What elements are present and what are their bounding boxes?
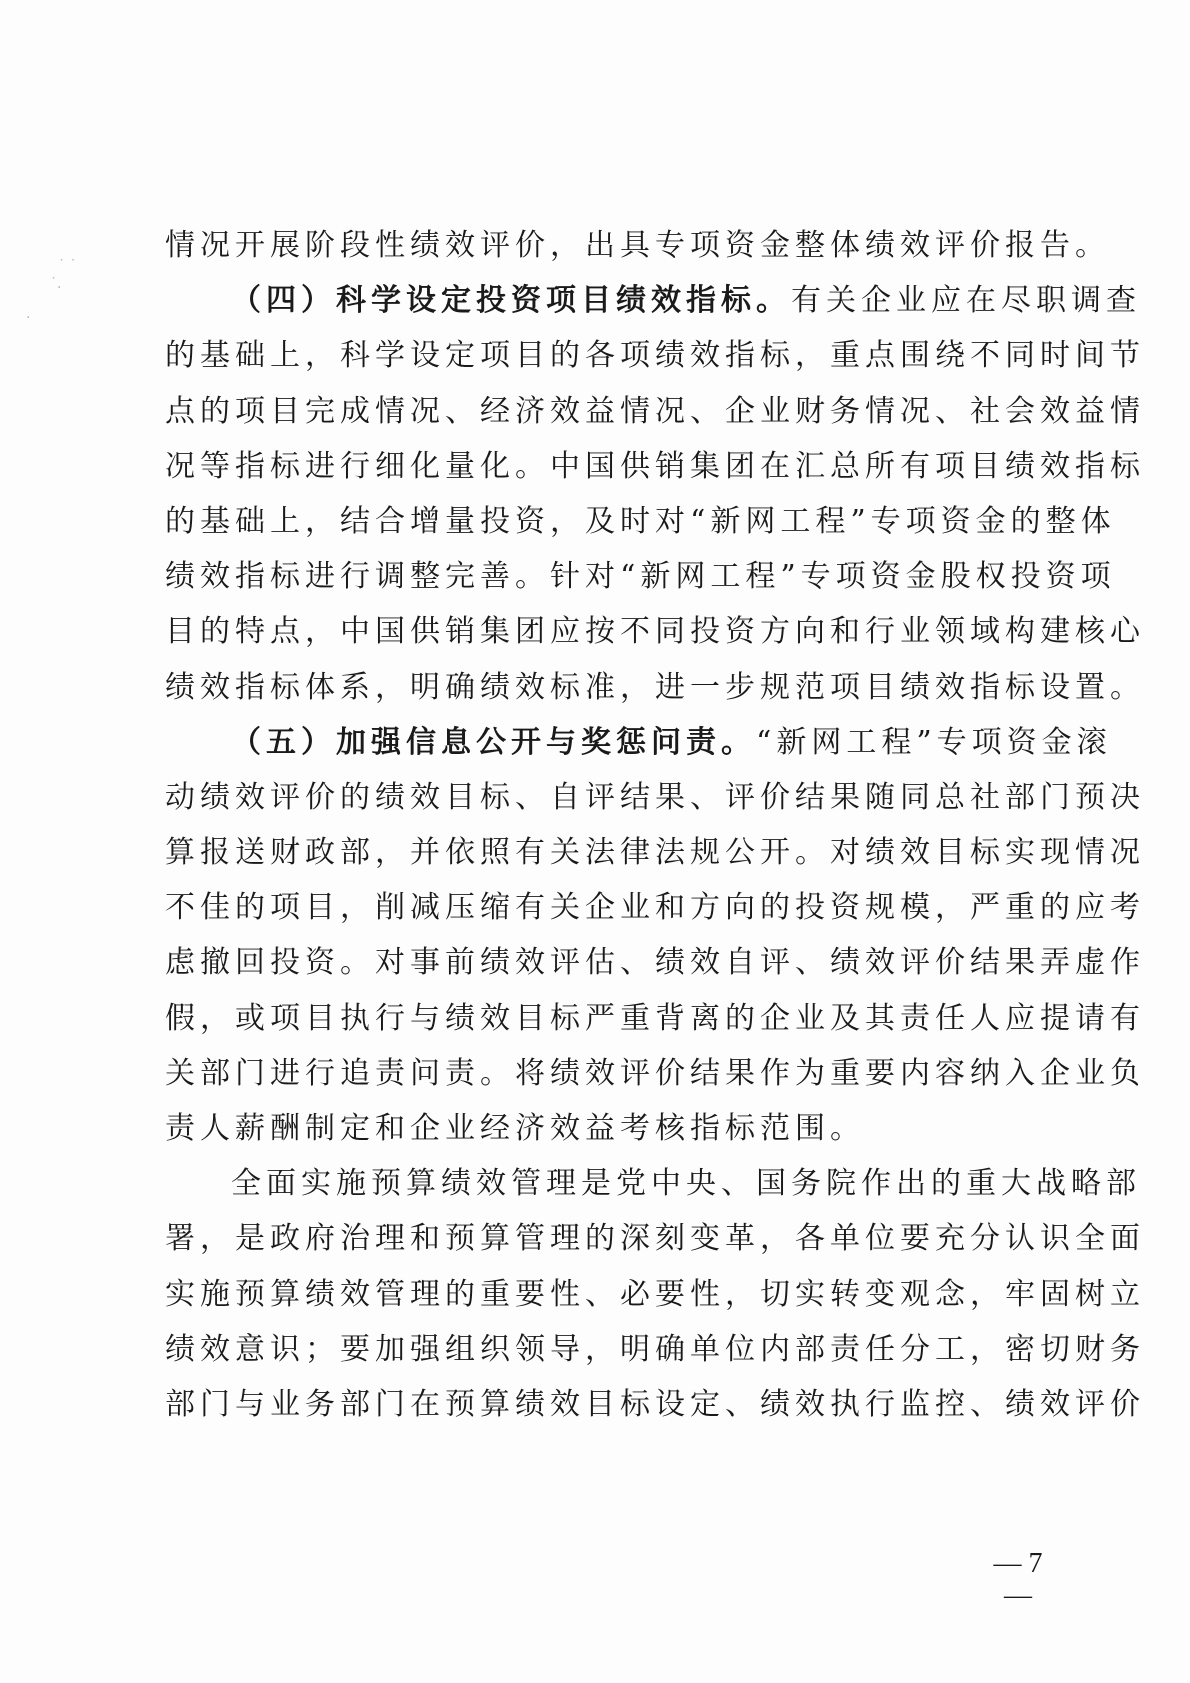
text-line bbox=[165, 715, 1112, 770]
text-line: 绩效指标进行调整完善。针对“新网工程”专项资金股权投资项 bbox=[165, 559, 1116, 595]
text-line: 的基础上，结合增量投资，及时对“新网工程”专项资金的整体 bbox=[165, 503, 1116, 539]
text-line bbox=[165, 273, 1141, 328]
text-line: 绩效指标体系，明确绩效标准，进一步规范项目绩效指标设置。 bbox=[165, 669, 1145, 705]
text-line: 部门与业务部门在预算绩效目标设定、绩效执行监控、绩效评价 bbox=[165, 1386, 1145, 1422]
text-line: 署，是政府治理和预算管理的深刻变革，各单位要充分认识全面 bbox=[165, 1221, 1145, 1257]
text-line: 情况开展阶段性绩效评价，出具专项资金整体绩效评价报告。 bbox=[165, 228, 1110, 263]
text-line: 的基础上，科学设定项目的各项绩效指标，重点围绕不同时间节 bbox=[165, 338, 1145, 374]
text-run: 有关企业应在尽职调查 bbox=[791, 283, 1141, 319]
text-line: 虑撤回投资。对事前绩效评估、绩效自评、绩效评价结果弄虚作 bbox=[165, 945, 1145, 981]
text-line: 全面实施预算绩效管理是党中央、国务院作出的重大战略部 bbox=[231, 1166, 1141, 1202]
page-number: — 7 — bbox=[993, 1548, 1043, 1611]
text-line: 责人薪酬制定和企业经济效益考核指标范围。 bbox=[165, 1111, 865, 1146]
text-run: “新网工程”专项资金滚 bbox=[756, 724, 1112, 760]
text-line: 算报送财政部，并依照有关法律法规公开。对绩效目标实现情况 bbox=[165, 835, 1145, 871]
body-text bbox=[165, 218, 1145, 1432]
text-line: 关部门进行追责问责。将绩效评价结果作为重要内容纳入企业负 bbox=[165, 1055, 1145, 1091]
text-line: 动绩效评价的绩效目标、自评结果、评价结果随同总社部门预决 bbox=[165, 779, 1145, 815]
text-line: 况等指标进行细化量化。中国供销集团在汇总所有项目绩效指标 bbox=[165, 448, 1145, 484]
text-line: 实施预算绩效管理的重要性、必要性，切实转变观念，牢固树立 bbox=[165, 1276, 1145, 1312]
text-line: 不佳的项目，削减压缩有关企业和方向的投资规模，严重的应考 bbox=[165, 890, 1145, 926]
scan-mark: · bbox=[26, 310, 31, 326]
scan-mark: ˙. bbox=[50, 276, 62, 292]
text-line: 假，或项目执行与绩效目标严重背离的企业及其责任人应提请有 bbox=[165, 1000, 1145, 1036]
section-heading: （四）科学设定投资项目绩效指标。 bbox=[231, 283, 791, 319]
text-line: 目的特点，中国供销集团应按不同投资方向和行业领域构建核心 bbox=[165, 614, 1145, 650]
text-line: 绩效意识；要加强组织领导，明确单位内部责任分工，密切财务 bbox=[165, 1331, 1145, 1367]
scan-mark: ˙ ˙ bbox=[58, 258, 77, 274]
text-line: 点的项目完成情况、经济效益情况、企业财务情况、社会效益情 bbox=[165, 393, 1145, 429]
section-heading: （五）加强信息公开与奖惩问责。 bbox=[231, 724, 756, 760]
